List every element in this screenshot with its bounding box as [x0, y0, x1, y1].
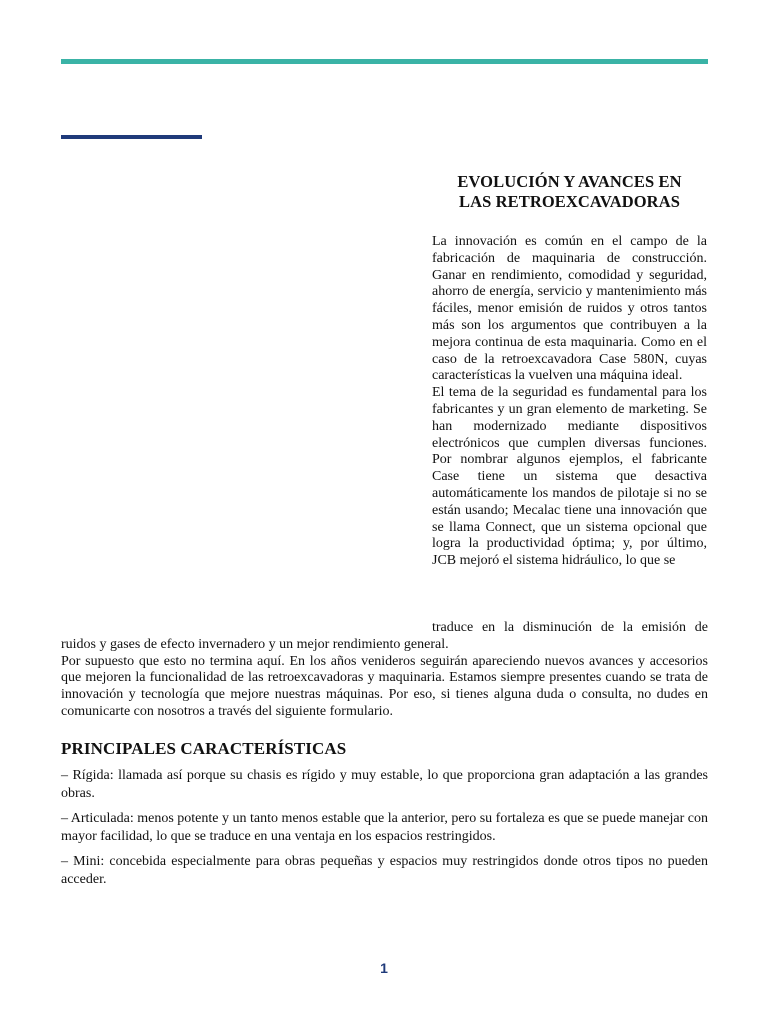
features-list — [61, 767, 708, 896]
accent-rule — [61, 135, 202, 139]
header-rule — [61, 59, 708, 64]
article-column — [432, 234, 707, 570]
feature-mini: – Mini: concebida especialmente para obras pequeñas y espacios muy restringidos donde otros tipos no pueden acceder. — [61, 854, 708, 887]
page-number: 1 — [380, 960, 388, 976]
paragraph-2-continuation: traduce en la disminución de la emisión de ruidos y gases de efecto invernadero y un mejor rendimiento general. — [61, 620, 708, 652]
section-title: PRINCIPALES CARACTERÍSTICAS — [61, 739, 347, 758]
title-line-2: LAS RETROEXCAVADORAS — [459, 192, 680, 211]
feature-rigida: – Rígida: llamada así porque su chasis es rígido y muy estable, lo que proporciona gran adaptación a las grandes obras. — [61, 768, 708, 801]
title-line-1: EVOLUCIÓN Y AVANCES EN — [457, 172, 682, 191]
feature-articulada: – Articulada: menos potente y un tanto menos estable que la anterior, pero su fortaleza es que se puede manejar con mayor facilidad, lo que se traduce en una ventaja en los espacios restringidos. — [61, 811, 708, 844]
paragraph-2-column: El tema de la seguridad es fundamental para los fabricantes y un gran elemento de marketing. Se han modernizado mediante dispositivos electrónicos que cumplen diversas funciones. Por nombrar algunos ejemplos, el fabricante Case tiene un sistema que desactiva automáticamente los mandos de pilotaje si no se están usando; Mecalac tiene una innovación que se llama Connect, que un sistema opcional que logra la productividad óptima; y, por último, JCB mejoró el sistema hidráulico, lo que se — [432, 385, 707, 569]
paragraph-1: La innovación es común en el campo de la fabricación de maquinaria de construcción. Ganar en rendimiento, comodidad y seguridad, ahorro de energía, servicio y mantenimiento más fáciles, menor emisión de ruidos y otros tantos más son los argumentos que contribuyen a la mejora continua de esta maquinaria. Como en el caso de la retroexcavadora Case 580N, cuyas características la vuelven una máquina ideal. — [432, 234, 707, 384]
article-body-full — [61, 620, 708, 721]
article-title — [432, 172, 707, 212]
paragraph-3: Por supuesto que esto no termina aquí. En los años venideros seguirán apareciendo nuevos avances y accesorios que mejoren la funcionalidad de las retroexcavadoras y maquinaria. Estamos siempre presentes cuando se trata de innovación y tecnología que mejore nuestras máquinas. Por eso, si tienes alguna duda o consulta, no dudes en comunicarte con nosotros a través del siguiente formulario. — [61, 653, 708, 719]
